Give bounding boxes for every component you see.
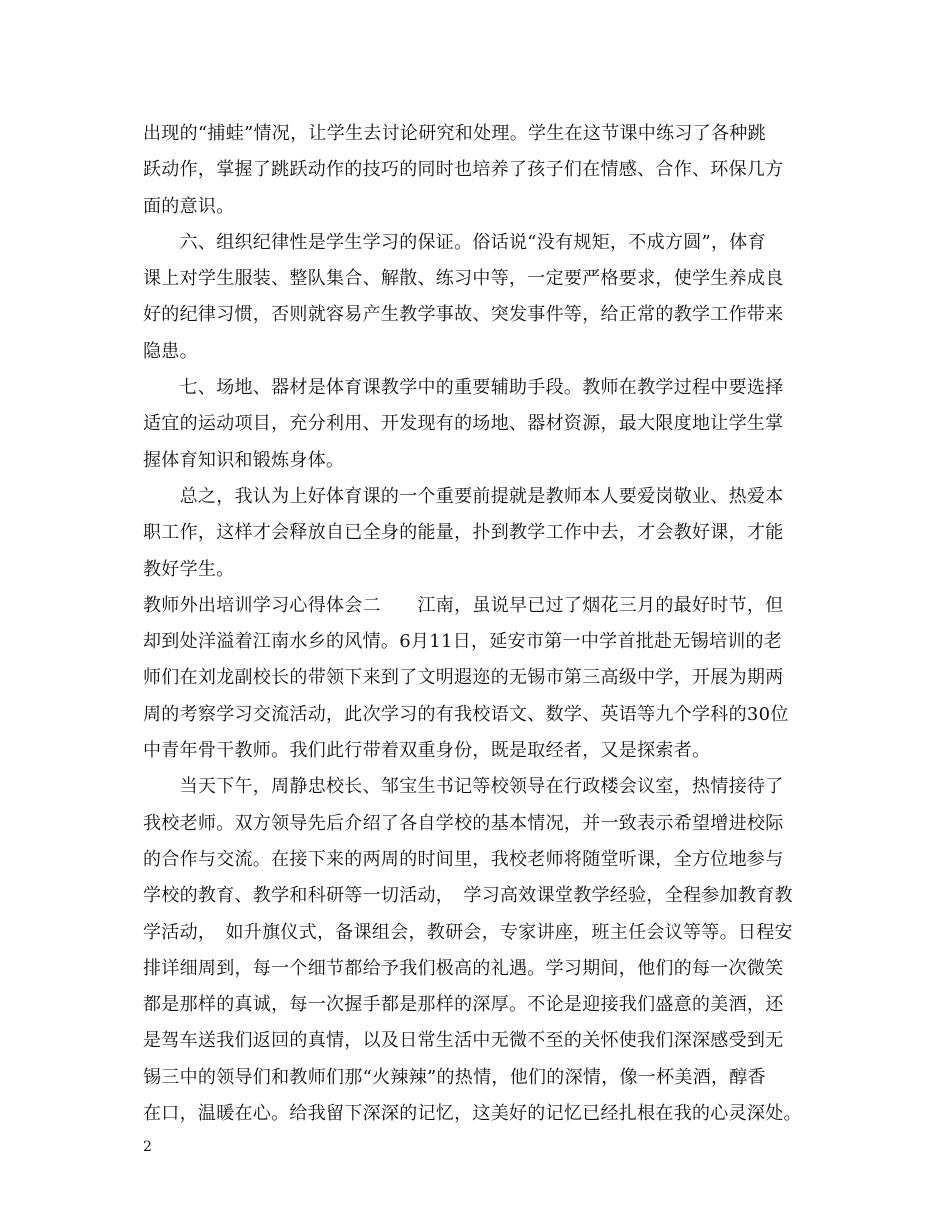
text-line: 总之，我认为上好体育课的一个重要前提就是教师本人要爱岗敬业、热爱本 — [143, 485, 784, 507]
text-line: 七、场地、器材是体育课教学中的重要辅助手段。教师在教学过程中要选择 — [143, 377, 784, 399]
text-line: 学活动， 如升旗仪式，备课组会，教研会，专家讲座，班主任会议等等。日程安 — [143, 921, 793, 943]
text-line: 在口，温暖在心。给我留下深深的记忆，这美好的记忆已经扎根在我的心灵深处。 — [143, 1103, 802, 1125]
text-line: 中青年骨干教师。我们此行带着双重身份，既是取经者，又是探索者。 — [143, 740, 711, 762]
text-line: 师们在刘龙副校长的带领下来到了文明遐迩的无锡市第三高级中学，开展为期两 — [143, 667, 784, 689]
text-line: 锡三中的领导们和教师们那“火辣辣”的热情，他们的深情，像一杯美酒，醇香 — [143, 1066, 766, 1088]
text-line: 我校老师。双方领导先后介绍了各自学校的基本情况，并一致表示希望增进校际 — [143, 812, 784, 834]
text-line: 隐患。 — [143, 340, 198, 362]
text-line: 排详细周到，每一个细节都给予我们极高的礼遇。学习期间，他们的每一次微笑 — [143, 957, 784, 979]
text-line: 面的意识。 — [143, 195, 235, 217]
text-line: 六、组织纪律性是学生学习的保证。俗话说“没有规矩，不成方圆”，体育 — [143, 231, 766, 253]
text-line: 握体育知识和锻炼身体。 — [143, 449, 345, 471]
text-line: 周的考察学习交流活动，此次学习的有我校语文、数学、英语等九个学科的30位 — [143, 703, 789, 725]
text-line: 学校的教育、教学和科研等一切活动， 学习高效课堂教学经验，全程参加教育教 — [143, 885, 793, 907]
text-line: 却到处洋溢着江南水乡的风情。6月11日，延安市第一中学首批赴无锡培训的老 — [143, 631, 783, 653]
text-line: 当天下午，周静忠校长、邹宝生书记等校领导在行政楼会议室，热情接待了 — [143, 776, 784, 798]
text-line: 的合作与交流。在接下来的两周的时间里，我校老师将随堂听课，全方位地参与 — [143, 848, 784, 870]
text-line: 职工作，这样才会释放自已全身的能量，扑到教学工作中去，才会教好课，才能 — [143, 522, 784, 544]
text-line: 好的纪律习惯，否则就容易产生教学事故、突发事件等，给正常的教学工作带来 — [143, 304, 784, 326]
page-number: 2 — [143, 1139, 152, 1155]
document-body — [143, 116, 823, 1132]
text-line: 教师外出培训学习心得体会二 江南，虽说早已过了烟花三月的最好时节，但 — [143, 594, 784, 616]
text-line: 跃动作，掌握了跳跃动作的技巧的同时也培养了孩子们在情感、合作、环保几方 — [143, 159, 784, 181]
text-line: 都是那样的真诚，每一次握手都是那样的深厚。不论是迎接我们盛意的美酒，还 — [143, 994, 784, 1016]
text-line: 是驾车送我们返回的真情，以及日常生活中无微不至的关怀使我们深深感受到无 — [143, 1030, 784, 1052]
text-line: 出现的“捕蛙”情况，让学生去讨论研究和处理。学生在这节课中练习了各种跳 — [143, 123, 766, 144]
text-line: 适宜的运动项目，充分利用、开发现有的场地、器材资源，最大限度地让学生掌 — [143, 413, 784, 435]
text-line: 课上对学生服装、整队集合、解散、练习中等，一定要严格要求，使学生养成良 — [143, 268, 784, 290]
text-line: 教好学生。 — [143, 558, 235, 580]
